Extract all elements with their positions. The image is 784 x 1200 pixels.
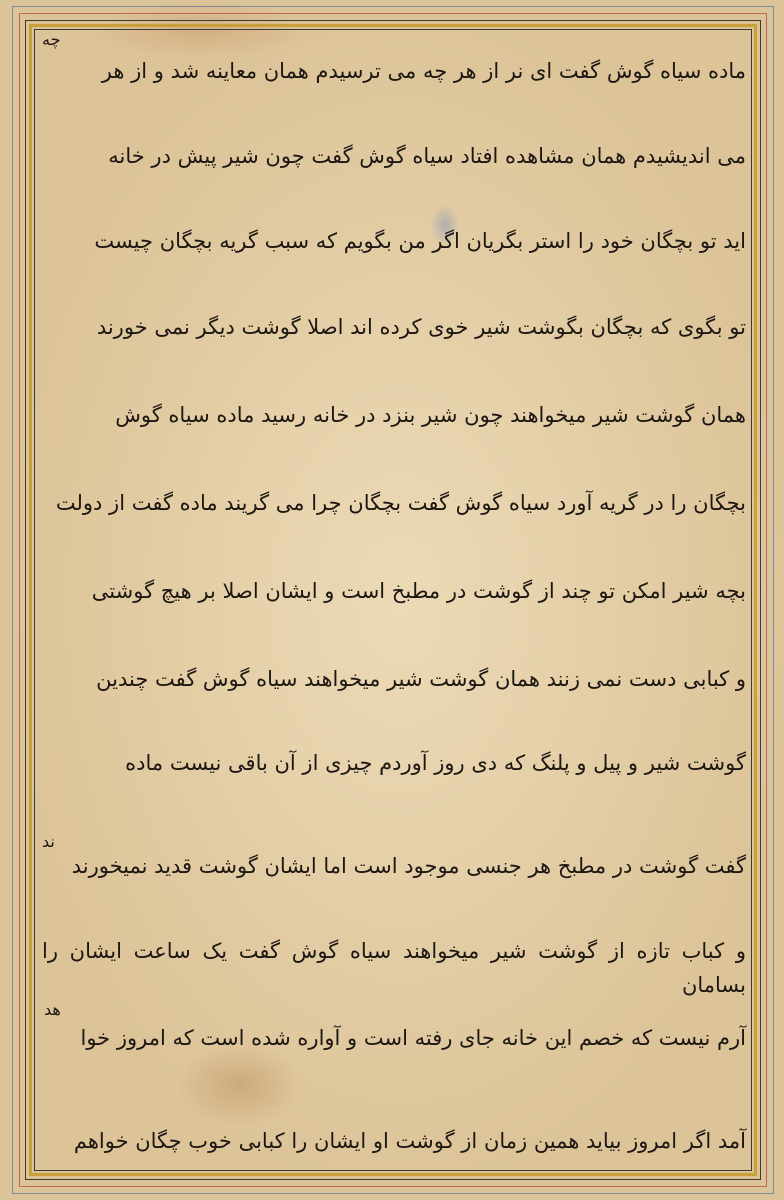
text-line-12: آرم نیست که خصم این خانه جای رفته است و آواره شده است که امروز خوا [80,1026,746,1050]
text-line-8: و کبابی دست نمی زنند همان گوشت شیر میخواهند سیاه گوش گفت چندین [96,667,746,691]
text-block [42,30,746,1170]
text-line-4: تو بگوی که بچگان بگوشت شیر خوی کرده اند اصلا گوشت دیگر نمی خورند [96,315,746,339]
text-line-13: آمد اگر امروز بیاید همین زمان از گوشت او ایشان را کبابی خوب چگان خواهم [73,1129,746,1153]
text-line-7: بچه شیر امکن تو چند از گوشت در مطبخ است و ایشان اصلا بر هیچ گوشتی [91,579,746,603]
text-line-6: بچگان را در گریه آورد سیاه گوش گفت بچگان چرا می گریند ماده گفت از دولت [55,491,746,515]
marginal-word-1: چه [42,30,61,49]
text-line-3: اید تو بچگان خود را استر بگریان اگر من بگویم که سبب گریه بچگان چیست [94,229,746,253]
text-line-11: و کباب تازه از گوشت شیر میخواهند سیاه گوش گفت یک ساعت ایشان را بسامان [42,939,746,997]
text-line-1: ماده سیاه گوش گفت ای نر از هر چه می ترسیدم همان معاینه شد و از هر [101,59,746,83]
text-line-5: همان گوشت شیر میخواهند چون شیر بنزد در خانه رسید ماده سیاه گوش [115,403,746,427]
text-line-2: می اندیشیدم همان مشاهده افتاد سیاه گوش گفت چون شیر پیش در خانه [108,144,746,168]
text-line-9: گوشت شیر و پیل و پلنگ که دی روز آوردم چیزی از آن باقی نیست ماده [125,751,746,775]
marginal-word-2: هد [44,1000,61,1019]
marginal-word-3: ند [42,832,55,851]
text-line-10: گفت گوشت در مطبخ هر جنسی موجود است اما ایشان گوشت قدید نمیخورند [71,854,746,878]
